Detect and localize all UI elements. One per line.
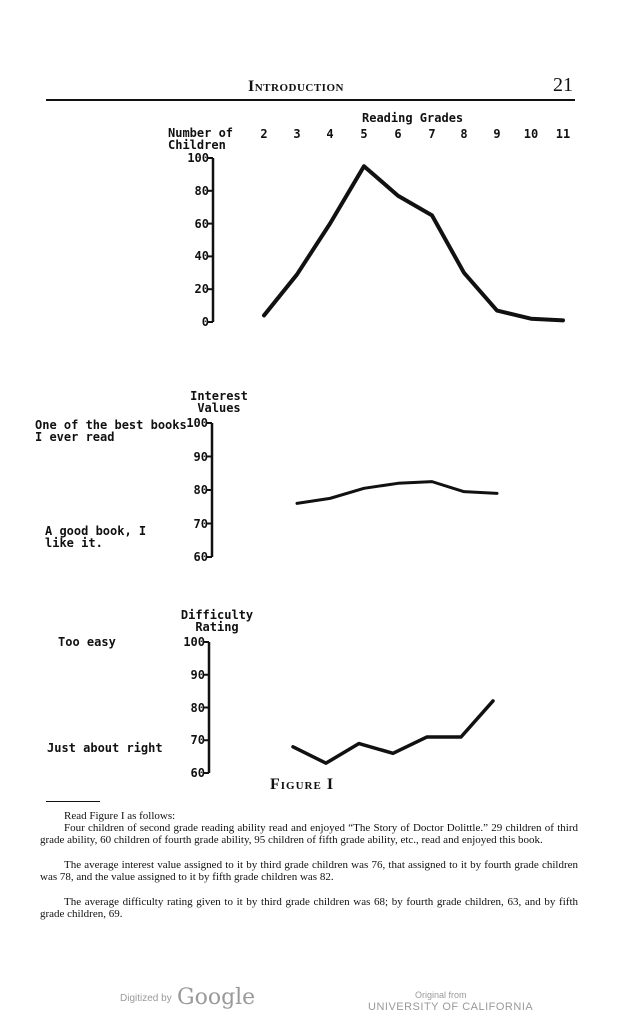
chart1-x-tick-label: 6 [394,127,402,141]
chart2-ylabel: Interest Values [190,389,248,415]
chart1-y-tick-label: 20 [194,282,209,297]
chart3-series-line [293,701,493,763]
chart3-y-tick-label: 100 [183,635,205,649]
chart1-y-tick-label: 0 [201,315,209,329]
chart2-annotation-mid: A good book, I like it. [45,524,147,550]
chart1-y-tick-label: 80 [194,183,209,198]
page-number: 21 [553,74,573,96]
chart1-y-tick-label: 40 [194,249,209,264]
chart1-x-tick-label: 3 [293,127,301,141]
chart2-y-tick-label: 70 [193,516,208,531]
chart1-y-tick-label: 100 [187,151,209,165]
footnote-paragraph-4: The average difficulty rating given to it by third grade children was 68; by fourth grade children, 63, and by fifth grade children, 69. [40,896,578,920]
chart1-ylabel: Number of Children [168,126,234,152]
chart3-y-tick-label: 80 [190,700,205,715]
chart3-y-tick-label: 90 [190,667,205,682]
footnote-paragraph-1: Read Figure I as follows: [64,810,176,822]
chart1-x-tick-label: 11 [555,127,571,141]
google-logo-text: Google [177,985,256,1010]
footnote-rule [46,801,100,802]
chart2-annotation-top: One of the best books I ever read [35,418,187,444]
chart3-ylabel: Difficulty Rating [180,608,254,634]
digitized-by-label: Digitized by [120,993,172,1004]
footnote-paragraph-2: Four children of second grade reading ability read and enjoyed “The Story of Doctor Dolittle.” 29 children of third grade ability, 60 children of fourth grade ability, 95 children of fifth grade ability, etc., read and enjoyed this book. [40,822,578,846]
chart1-x-tick-label: 7 [428,127,436,141]
chart1-series-line [264,166,563,320]
chart1-y-tick-label: 60 [194,216,209,231]
chart1-x-tick-label: 4 [326,127,334,141]
chart3-y-tick-label: 60 [190,766,205,780]
chart3-annotation-bottom: Just about right [47,741,163,755]
chart1-x-tick-label: 9 [493,127,501,141]
university-label: UNIVERSITY OF CALIFORNIA [368,1001,534,1013]
chart2-y-tick-label: 60 [193,550,208,564]
chart1-title: Reading Grades [362,111,464,125]
original-from-label: Original from [415,990,467,1000]
chart1-x-tick-label: 10 [523,127,539,141]
chart1-x-tick-label: 8 [460,127,468,141]
chart2-y-tick-label: 80 [193,483,208,497]
chart1-x-tick-label: 2 [260,127,268,141]
chart2-y-tick-label: 100 [186,416,208,430]
chart2-y-tick-label: 90 [193,449,208,464]
chart2-series-line [297,482,497,504]
figure-caption: Figure I [270,776,335,793]
footnote-paragraph-3: The average interest value assigned to it by third grade children was 76, that assigned to it by fourth grade children was 78, and the value assigned to it by fifth grade children was 82. [40,859,578,883]
chart3-y-tick-label: 70 [190,733,205,748]
chart3-annotation-top: Too easy [58,635,116,649]
chart1-x-tick-label: 5 [360,127,368,141]
running-header-title: Introduction [248,78,344,95]
